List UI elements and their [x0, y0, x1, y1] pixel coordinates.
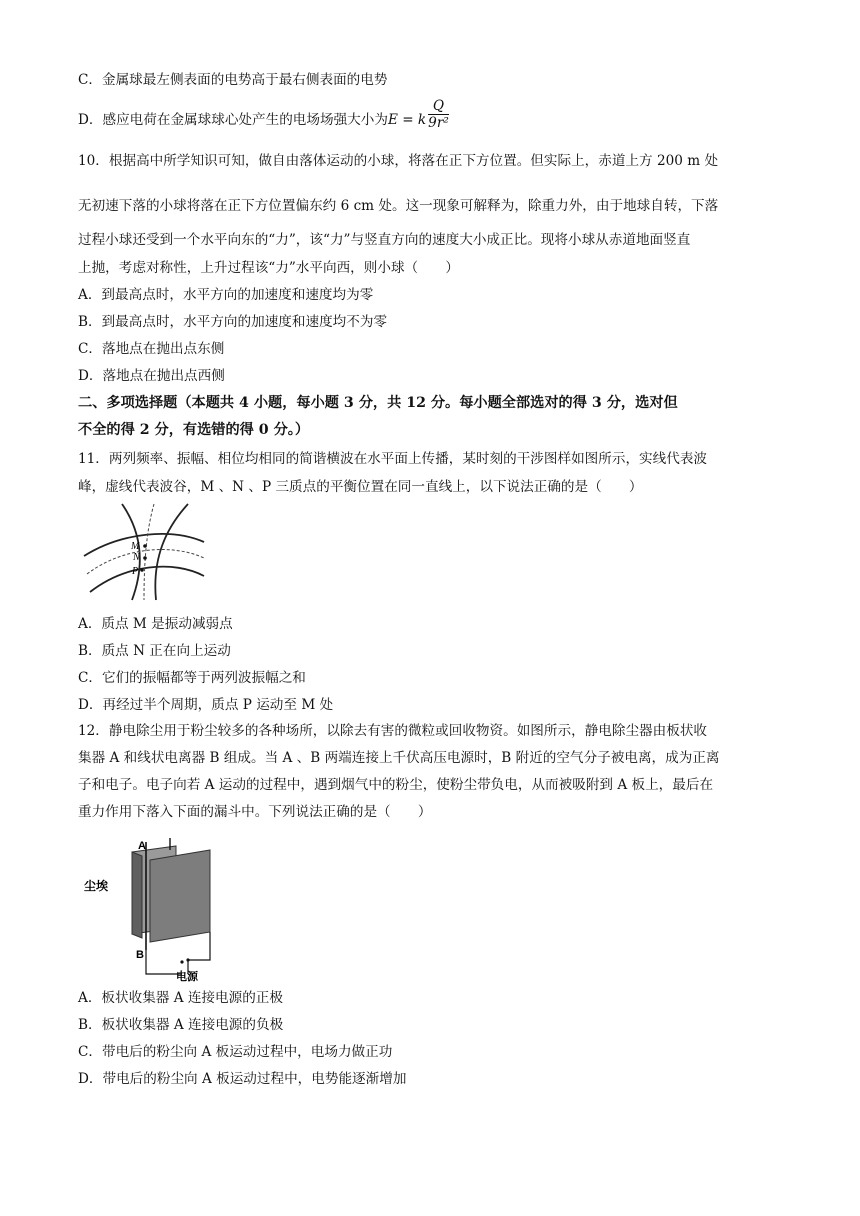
q10-option-d: D．落地点在抛出点西侧 — [78, 368, 225, 384]
q12-terminal — [180, 960, 183, 963]
q10-stem-line-2: 无初速下落的小球将落在正下方位置偏东约 6 cm 处。这一现象可解释为，除重力外，由于地球自转，下落 — [78, 198, 719, 214]
q11-point-n — [143, 556, 147, 560]
section-2-heading-line-1: 二、多项选择题（本题共 4 小题，每小题 3 分，共 12 分。每小题全部选对的得 3 分，选对但 — [78, 395, 678, 411]
q12-option-b: B．板状收集器 A 连接电源的负极 — [78, 1017, 284, 1033]
q10-stem-line-4: 上抛，考虑对称性，上升过程该“力”水平向西，则小球（ ） — [78, 260, 459, 276]
q9-formula-numerator: Q — [428, 98, 449, 115]
q10-stem-line-3: 过程小球还受到一个水平向东的“力”，该“力”与竖直方向的速度大小成正比。现将小球从赤道地面竖直 — [78, 232, 691, 248]
q10-option-a: A．到最高点时，水平方向的加速度和速度均为零 — [78, 287, 374, 303]
q9-formula-denominator: 9r² — [428, 115, 449, 131]
q11-crest-line — [90, 567, 204, 592]
q12-terminal — [186, 958, 189, 961]
q12-stem-line-3: 子和电子。电子向若 A 运动的过程中，遇到烟气中的粉尘，使粉尘带负电，从而被吸附到 A 板上，最后在 — [78, 777, 714, 793]
q12-plate-side — [132, 852, 142, 938]
q11-option-b: B．质点 N 正在向上运动 — [78, 643, 231, 659]
q12-label-dust: 尘埃 — [84, 879, 109, 893]
q12-option-a: A．板状收集器 A 连接电源的正极 — [78, 990, 283, 1006]
q9-formula-lhs: E = k — [387, 112, 427, 128]
q10-stem-line-1: 10．根据高中所学知识可知，做自由落体运动的小球，将落在正下方位置。但实际上，赤道上方 200 m 处 — [78, 153, 719, 169]
q12-label-a: A — [138, 840, 146, 852]
q9-formula-fraction — [428, 98, 449, 131]
q9-option-d — [78, 98, 783, 137]
q11-option-c: C．它们的振幅都等于两列波振幅之和 — [78, 670, 306, 686]
q12-circuit-wire — [188, 932, 210, 974]
q9-option-d-text: D．感应电荷在金属球球心处产生的电场场强大小为 — [78, 112, 388, 128]
q12-label-power: 电源 — [176, 970, 198, 982]
q11-option-a: A．质点 M 是振动减弱点 — [78, 616, 233, 632]
section-2-heading-line-2: 不全的得 2 分，有选错的得 0 分。） — [78, 422, 310, 438]
q11-crest-line — [155, 504, 188, 600]
q11-label-m: M — [131, 541, 140, 552]
q12-stem-line-2: 集器 A 和线状电离器 B 组成。当 A 、B 两端连接上千伏高压电源时，B 附近的空气分子被电离，成为正离 — [78, 750, 720, 766]
q11-point-m — [143, 544, 147, 548]
q12-electrostatic-precipitator-figure — [84, 832, 224, 982]
q11-stem-line-1: 11．两列频率、振幅、相位均相同的简谐横波在水平面上传播，某时刻的干涉图样如图所示，实线代表波 — [78, 451, 708, 467]
q12-stem-line-4: 重力作用下落入下面的漏斗中。下列说法正确的是（ ） — [78, 804, 432, 820]
q11-point-p — [140, 568, 144, 572]
q12-label-b: B — [136, 949, 144, 961]
q11-interference-figure — [82, 502, 206, 602]
q12-stem-line-1: 12．静电除尘用于粉尘较多的各种场所，以除去有害的微粒或回收物资。如图所示，静电除尘器由板状收 — [78, 723, 708, 739]
q10-option-c: C．落地点在抛出点东侧 — [78, 341, 225, 357]
q11-label-p: P — [132, 566, 139, 577]
q11-trough-line — [144, 504, 154, 600]
q11-label-n: N — [133, 552, 140, 563]
q9-option-c: C．金属球最左侧表面的电势高于最右侧表面的电势 — [78, 72, 388, 88]
q11-option-d: D．再经过半个周期，质点 P 运动至 M 处 — [78, 697, 334, 713]
q10-option-b: B．到最高点时，水平方向的加速度和速度均不为零 — [78, 314, 388, 330]
q12-option-c: C．带电后的粉尘向 A 板运动过程中，电场力做正功 — [78, 1044, 393, 1060]
q12-plate-a-front — [150, 850, 210, 942]
q12-option-d: D．带电后的粉尘向 A 板运动过程中，电势能逐渐增加 — [78, 1071, 407, 1087]
q11-stem-line-2: 峰，虚线代表波谷，M 、N 、P 三质点的平衡位置在同一直线上，以下说法正确的是（ ） — [78, 479, 643, 495]
